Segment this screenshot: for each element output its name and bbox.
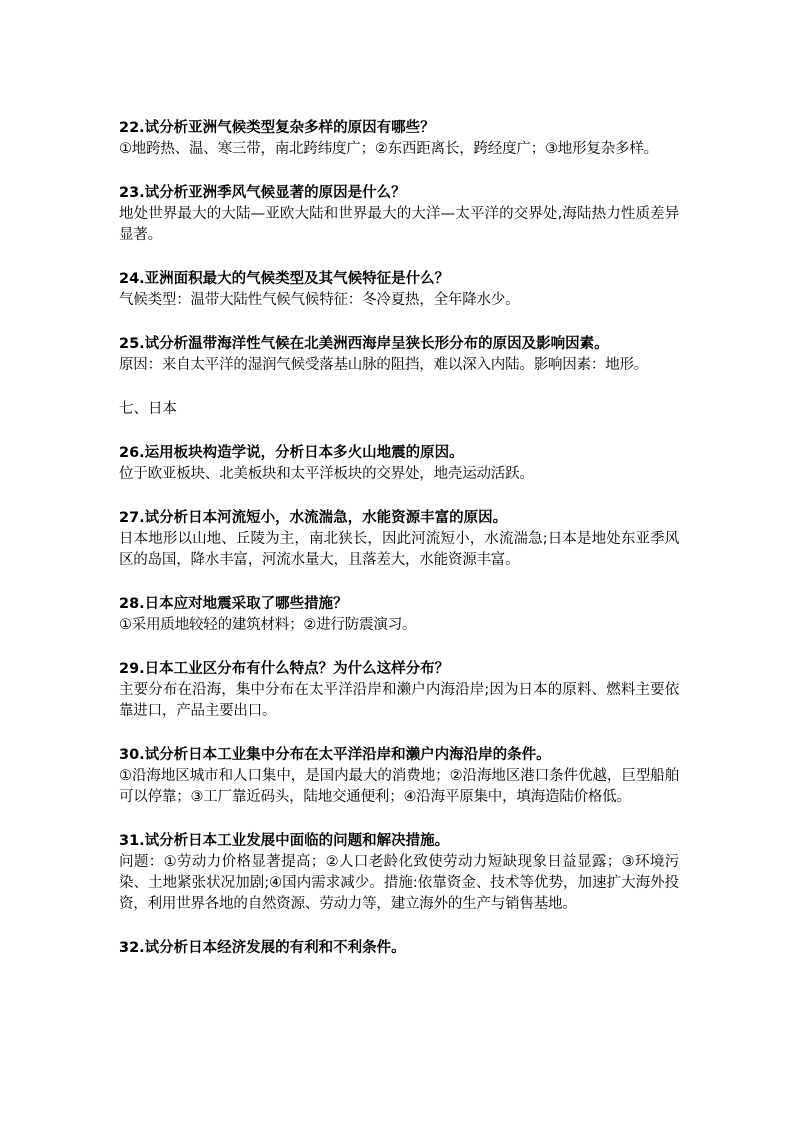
question-30: 30.试分析日本工业集中分布在太平洋沿岸和濑户内海沿岸的条件。 [119,747,551,763]
answer-30: ①沿海地区城市和人口集中，是国内最大的消费地；②沿海地区港口条件优越，巨型船舶可以停靠；③工厂靠近码头，陆地交通便利；④沿海平原集中，填海造陆价格低。 [119,768,679,805]
question-23: 23.试分析亚洲季风气候显著的原因是什么？ [119,185,406,201]
question-29: 29.日本工业区分布有什么特点？为什么这样分布？ [119,661,450,677]
answer-26: 位于欧亚板块、北美板块和太平洋板块的交界处，地壳运动活跃。 [119,466,534,482]
question-28: 28.日本应对地震采取了哪些措施？ [119,596,348,612]
qa-item-25 [119,333,679,376]
answer-29: 主要分布在沿海，集中分布在太平洋沿岸和濑户内海沿岸;因为日本的原料、燃料主要依靠进口，产品主要出口。 [119,682,679,719]
question-22: 22.试分析亚洲气候类型复杂多样的原因有哪些？ [119,120,435,136]
question-25: 25.试分析温带海洋性气候在北美洲西海岸呈狭长形分布的原因及影响因素。 [119,336,609,352]
section-title: 七、日本 [119,401,177,417]
document-page [119,117,679,981]
qa-item-28 [119,593,679,636]
qa-item-31 [119,830,679,915]
qa-item-23 [119,182,679,246]
qa-item-32 [119,937,679,959]
question-24: 24.亚洲面积最大的气候类型及其气候特征是什么？ [119,271,450,287]
answer-22: ①地跨热、温、寒三带，南北跨纬度广；②东西距离长，跨经度广；③地形复杂多样。 [119,141,658,157]
qa-item-24 [119,268,679,311]
answer-28: ①采用质地较轻的建筑材料；②进行防震演习。 [119,617,417,633]
qa-item-30 [119,744,679,808]
answer-24: 气候类型：温带大陆性气候气候特征：冬冷夏热，全年降水少。 [119,292,520,308]
qa-item-22 [119,117,679,160]
question-32: 32.试分析日本经济发展的有利和不利条件。 [119,940,406,956]
qa-item-26 [119,442,679,485]
answer-27: 日本地形以山地、丘陵为主，南北狭长，因此河流短小，水流湍急;日本是地处东亚季风区的岛国，降水丰富，河流水量大，且落差大，水能资源丰富。 [119,531,679,568]
qa-item-27 [119,507,679,571]
question-27: 27.试分析日本河流短小，水流湍急，水能资源丰富的原因。 [119,510,508,526]
answer-25: 原因：来自太平洋的湿润气候受落基山脉的阻挡，难以深入内陆。影响因素：地形。 [119,357,649,373]
answer-23: 地处世界最大的大陆—亚欧大陆和世界最大的大洋—太平洋的交界处,海陆热力性质差异显著。 [119,206,679,243]
question-31: 31.试分析日本工业发展中面临的问题和解决措施。 [119,833,450,849]
answer-31: 问题：①劳动力价格显著提高；②人口老龄化致使劳动力短缺现象日益显露；③环境污染、土地紧张状况加剧;④国内需求减少。措施:依靠资金、技术等优势，加速扩大海外投资，利用世界各地的自然资源、劳动力等，建立海外的生产与销售基地。 [119,854,679,912]
qa-item-29 [119,658,679,722]
question-26: 26.运用板块构造学说，分析日本多火山地震的原因。 [119,445,464,461]
